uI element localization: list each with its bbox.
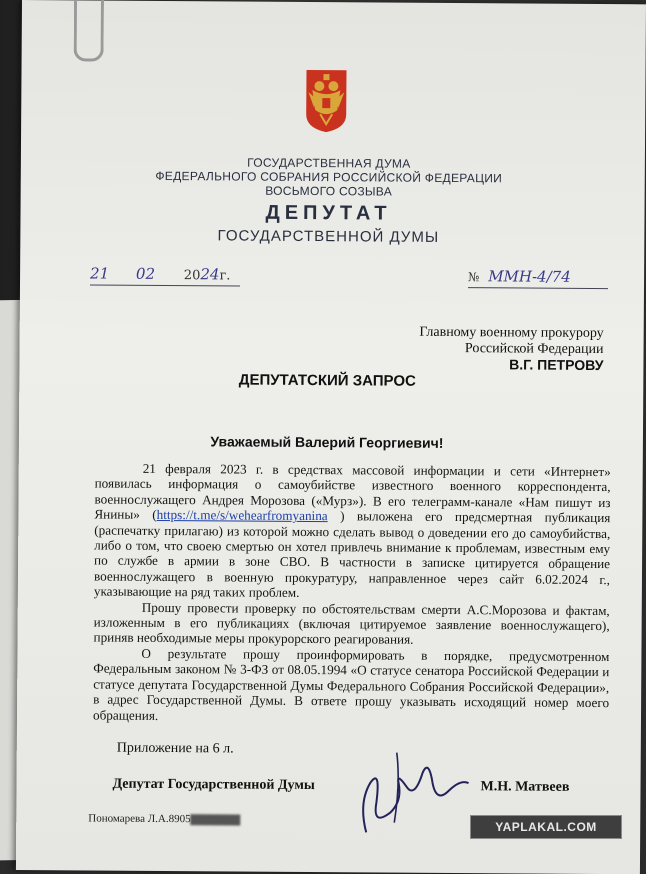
outgoing-number-field <box>468 267 608 289</box>
signatory-name: М.Н. Матвеев <box>480 779 570 795</box>
addressee-line-2: Российской Федерации <box>464 341 604 358</box>
letter-sheet <box>16 0 646 874</box>
document-title: ДЕПУТАТСКИЙ ЗАПРОС <box>238 371 416 390</box>
letterhead-line-3: ВОСЬМОГО СОЗЫВА <box>265 183 393 199</box>
author-line: Пономарева Л.А.8905 <box>88 812 240 825</box>
attachment-note: Приложение на 6 л. <box>116 740 234 757</box>
letter-body <box>93 461 611 727</box>
outgoing-number: ММН-4/74 <box>488 267 571 286</box>
date-month: 02 <box>135 264 156 283</box>
paperclip-icon <box>74 0 104 62</box>
addressee-name: В.Г. ПЕТРОВУ <box>509 356 604 374</box>
salutation: Уважаемый Валерий Георгиевич! <box>210 433 444 451</box>
handwritten-signature <box>336 742 477 843</box>
addressee-line-1: Главному военному прокурору <box>419 324 604 342</box>
redacted-phone <box>191 814 241 825</box>
letterhead-subtitle: ГОСУДАРСТВЕННОЙ ДУМЫ <box>217 227 440 246</box>
date-year: 24 <box>200 265 220 284</box>
paragraph-3: О результате прошу проинформировать в порядке, предусмотренном Федеральным законом № 3-ФЗ от 08.05.1994 «О статусе сенатора Российской Федерации и статусе депутата Государственной Думы Федерального Собрания Российской Федерации», в адрес Государственной Думы. В ответе прошу указывать исходящий номер моего обращения. <box>92 645 610 723</box>
date-suffix: г. <box>219 268 231 284</box>
paragraph-2: Прошу провести проверку по обстоятельствам смерти А.С.Морозова и фактам, изложенным в его публикациях (включая цитируемое заявление военнослужащего), приняв необходимые меры прокурорского реагирования. <box>93 599 610 648</box>
telegram-link[interactable]: https://t.me/s/wehearfromyanina <box>156 507 328 524</box>
letterhead-title: ДЕПУТАТ <box>265 201 392 225</box>
date-field <box>90 264 240 286</box>
coat-of-arms-emblem <box>304 68 348 134</box>
date-year-prefix: 20 <box>183 268 201 284</box>
number-label: № <box>468 270 480 285</box>
date-day: 21 <box>90 264 110 283</box>
letterhead-line-2: ФЕДЕРАЛЬНОГО СОБРАНИЯ РОССИЙСКОЙ ФЕДЕРАЦИИ <box>155 168 503 186</box>
watermark: YAPLAKAL.COM <box>470 815 622 839</box>
paragraph-1: 21 февраля 2023 г. в средствах массовой информации и сети «Интернет» появилась информация о самоубийстве известного военного корреспондента, военнослужащего Андрея Морозова («Мурз»). В его телеграмм-канале «Нам пишут из Янины» (https://t.me/s/wehearfromyanina ) выложена его предсмертная публикация (распечатку прилагаю) из которой можно сделать вывод о доведении его до самоубийства, либо о том, что своею смертью он хотел привлечь внимание к проблемам, известным ему по службе в армии в зоне СВО. В частности в записке цитируется обращение военнослужащего в военную прокуратуру, направленное через сайт 6.02.2024 г., указывающие на ряд таких проблем. <box>93 460 611 601</box>
signatory-position: Депутат Государственной Думы <box>112 776 315 794</box>
letterhead-line-1: ГОСУДАРСТВЕННАЯ ДУМА <box>247 155 411 171</box>
